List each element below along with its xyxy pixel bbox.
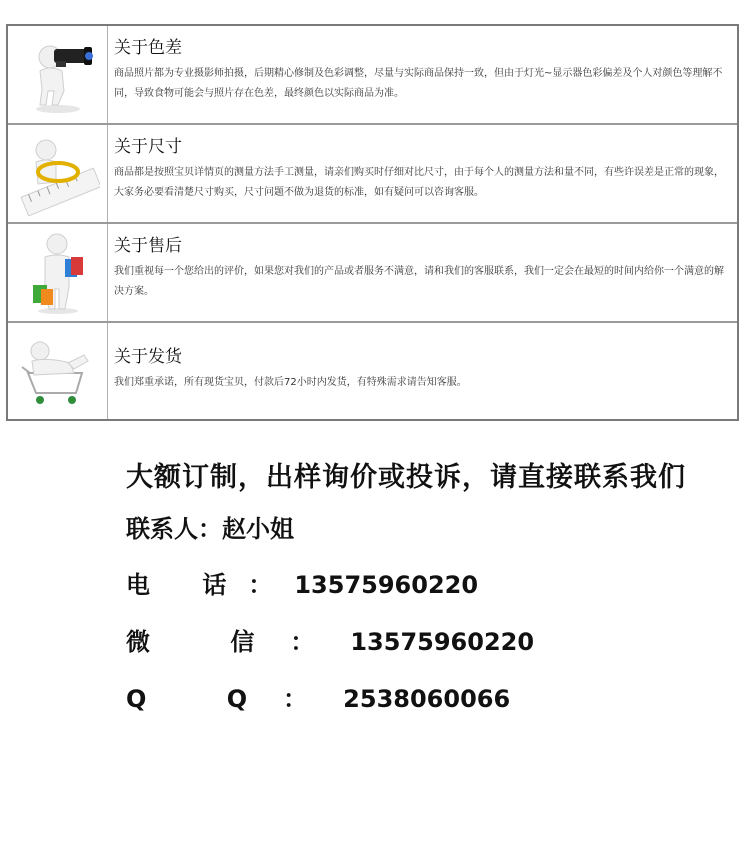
notice-text [108, 224, 737, 321]
shopping-cart-icon [18, 333, 98, 409]
photographer-icon [18, 35, 98, 115]
notice-body: 我们郑重承诺，所有现货宝贝，付款后72小时内发货，有特殊需求请告知客服。 [114, 377, 467, 388]
notice-row-after-sales [8, 224, 737, 323]
notice-text [108, 26, 737, 123]
notice-body: 商品都是按照宝贝详情页的测量方法手工测量，请亲们购买时仔细对比尺寸，由于每个人的测量方法和量不同，有些许误差是正常的现象，大家务必要看清楚尺寸购买，尺寸问题不做为退货的标准，如有疑问可以咨询客服。 [114, 167, 724, 198]
qq-value[interactable]: 2538060066 [343, 685, 511, 713]
notice-title: 关于尺寸 [114, 137, 182, 157]
notice-title: 关于色差 [114, 38, 182, 58]
wechat-line [126, 622, 534, 657]
contact-headline: 大额订制，出样询价或投诉，请直接联系我们 [126, 462, 686, 493]
notice-row-color-difference [8, 26, 737, 125]
icon-cell [8, 323, 108, 419]
shopper-icon [23, 231, 93, 315]
notice-text [108, 323, 737, 419]
wechat-value[interactable]: 13575960220 [350, 628, 535, 656]
wechat-label: 微 信： [126, 628, 351, 656]
qq-label: Q Q： [126, 685, 344, 713]
notice-body: 我们重视每一个您给出的评价，如果您对我们的产品或者服务不满意，请和我们的客服联系，我们一定会在最短的时间内给你一个满意的解决方案。 [114, 266, 724, 297]
measuring-icon [16, 132, 100, 216]
phone-line [126, 565, 478, 600]
icon-cell [8, 125, 108, 222]
notice-table [6, 24, 739, 421]
notice-text [108, 125, 737, 222]
contact-person-line [126, 509, 294, 544]
contact-person-value: 赵小姐 [222, 515, 294, 543]
icon-cell [8, 26, 108, 123]
phone-value[interactable]: 13575960220 [294, 571, 479, 599]
notice-row-size [8, 125, 737, 224]
notice-body: 商品照片都为专业摄影师拍摄，后期精心修制及色彩调整，尽量与实际商品保持一致，但由于灯光~显示器色彩偏差及个人对颜色等理解不同，导致食物可能会与照片存在色差，最终颜色以实际商品为准。 [114, 68, 723, 99]
qq-line [126, 679, 510, 714]
phone-label: 电 话： [126, 571, 295, 599]
notice-title: 关于售后 [114, 236, 182, 256]
contact-person-label: 联系人： [126, 515, 222, 543]
icon-cell [8, 224, 108, 321]
notice-row-shipping [8, 323, 737, 419]
notice-title: 关于发货 [114, 347, 182, 367]
